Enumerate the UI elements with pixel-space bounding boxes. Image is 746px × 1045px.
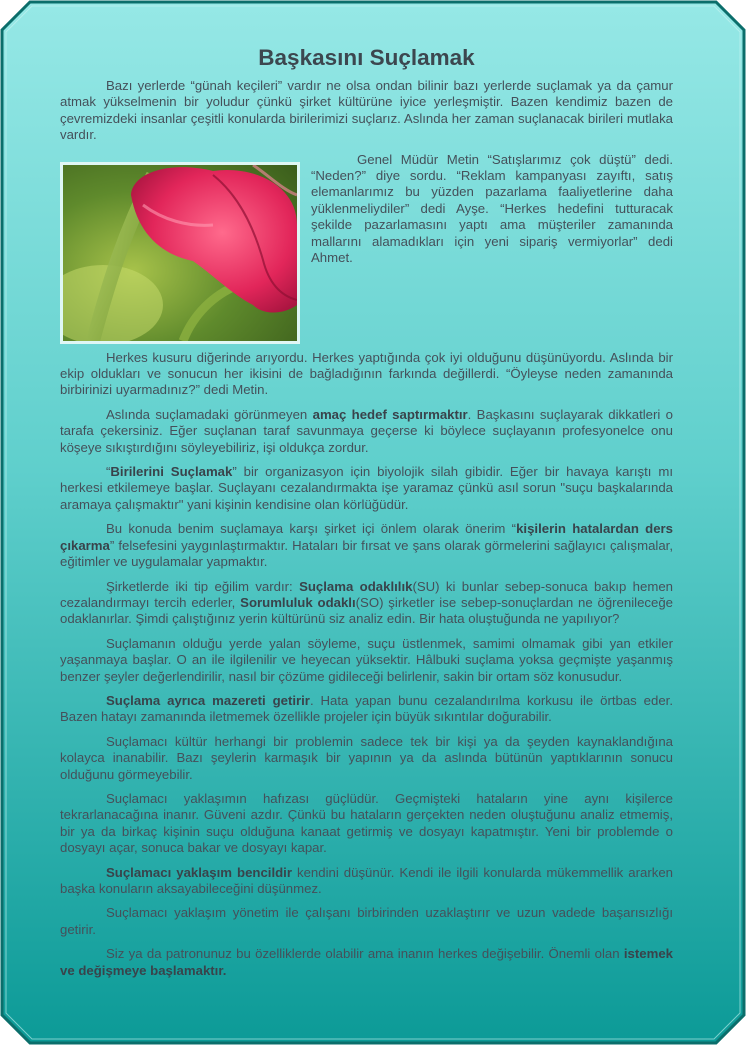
bold-phrase: kişilerin hatalardan ders çıkarma [60,521,673,553]
text-span: . Başkasını suçlayarak dikkatleri o tarafa çekersiniz. Eğer suçlanan taraf savunmaya geçerse ki böylece suçlayanın profesyonelce onu köşeye sıkıştırdığını söyleyebiliriz, işi oldukça zordur. [60,406,673,455]
pink-rose-icon [63,165,297,341]
article [60,44,673,987]
text-span: kendini düşünür. Kendi ile ilgili konularda mükemmellik ararken başka konuların aksayabileceğini düşünmez. [60,864,673,896]
bold-phrase: Suçlama ayrıca mazereti getirir [106,692,310,708]
bold-phrase: Sorumluluk odaklı [240,594,356,610]
text-span: (SO) şirketler ise sebep-sonuçlardan ne öğrenileceğe odaklanırlar. Şimdi çalıştığınız yerin kültürünü siz analiz edin. Bir hata oluştuğunda ne yapılıyor? [60,594,674,627]
paragraph-3: Herkes kusuru diğerinde arıyordu. Herkes yaptığında çok iyi olduğunu düşünüyordu. Aslında bir ekip oldukları ve sonucun her ikisini de bağladığının farkında değillerdi. “Öyleyse neden zamanında birbirinizi uyarmadınız?” dedi Metin. [60,349,673,398]
paragraph-1: Bazı yerlerde “günah keçileri” vardır ne olsa ondan bilinir bazı yerlerde suçlamak ya da çamur atmak yükselmenin bir yoludur çünkü şirket kültürüne iyice yerleşmiştir. Bazen kendimiz bazen de çevremizdeki insanlar çeşitli konularda birilerimizi suçlarız. Aslında her zaman suçlanacak birileri mutlaka vardır. [60,78,673,143]
bold-phrase: Birilerini Suçlamak [110,464,233,480]
text-span: “ [106,464,111,480]
text-span: Siz ya da patronunuz bu özelliklerde olabilir ama inanın herkes değişebilir. Önemli olan [106,946,624,962]
paragraph-5 [60,464,673,513]
text-span: ” felsefesini yaygınlaştırmaktır. Hataları bir fırsat ve şans olarak görmelerini sağlayıcı çalışmalar, eğitimler ve uygulamalar yapmaktır. [60,537,673,570]
bold-phrase: amaç hedef saptırmaktır [312,406,468,422]
text-span: . Hata yapan bunu cezalandırılma korkusu ile örtbas eder. Bazen hatayı zamanında iletmemek özellikle projeler için büyük sıkıntılar doğurabilir. [60,692,673,725]
bold-phrase: Suçlama odaklılık [299,578,413,594]
rose-photo [60,162,300,344]
paragraph-14 [60,946,673,979]
text-span: Şirketlerde iki tip eğilim vardır: [106,578,300,594]
page-title: Başkasını Suçlamak [258,45,475,70]
bold-phrase: istemek ve değişmeye başlamaktır. [60,946,673,978]
paragraph-2: Genel Müdür Metin “Satışlarımız çok düştü” dedi. “Neden?” diye sordu. “Reklam kampanyası zayıftı, satış elemanlarımız bu yüzden pazarlama faaliyetlerine daha yüklenmeliydiler” dedi Ayşe. “Herkes hedefini tutturacak şekilde pazarlamasını yaptı ama müşteriler zamanında mallarını alamadıkları için yeni sipariş vermiyorlar” dedi Ahmet. [311,151,673,266]
paragraph-6 [60,521,673,570]
paragraph-4 [60,407,673,456]
paragraph-11: Suçlamacı yaklaşımın hafızası güçlüdür. Geçmişteki hataların yine aynı kişilerce tekrarlanacağına inanır. Güveni azdır. Çünkü bu hataların gerçekten neden oluştuğunu analiz etmemiş, bir ya da birkaç kişinin suçu olduğuna kanaat getirmiş ve dosyayı kapatmıştır. Yeni bir problemde o dosyayı açar, sonuca bakar ve dosyayı kapar. [60,790,673,856]
paragraph-7 [60,579,673,628]
text-span: Aslında suçlamadaki görünmeyen [106,406,313,422]
bold-phrase: Suçlamacı yaklaşım bencildir [106,864,292,880]
text-span: Bu konuda benim suçlamaya karşı şirket içi önlem olarak önerim “ [106,521,517,537]
paragraph-12 [60,865,673,898]
paragraph-10: Suçlamacı kültür herhangi bir problemin sadece tek bir kişi ya da şeyden kaynaklandığına kolayca inanabilir. Bazı şeylerin karmaşık bir yapının ya da aslında bütünün yaptıklarının sonucu olduğunu görmeyebilir. [60,733,673,782]
paragraph-8: Suçlamanın olduğu yerde yalan söyleme, suçu üstlenmek, samimi olmamak gibi yan etkiler yaşanmaya başlar. O an ile ilgilenilir ve heyecan yüksektir. Hâlbuki suçlama yoksa geçmişte yaşanmış benzer şeyler değerlendirilir, nasıl bir çözüme gidileceği belirlenir, sakin bir ortam söz konusudur. [60,635,673,684]
paragraph-9 [60,693,673,726]
paragraph-13: Suçlamacı yaklaşım yönetim ile çalışanı birbirinden uzaklaştırır ve uzun vadede başarısızlığı getirir. [60,905,673,937]
text-span: (SU) ki bunlar sebep-sonuca bakıp hemen cezalandırmayı tercih ederler, [60,578,673,610]
text-span: ” bir organizasyon için biyolojik silah gibidir. Eğer bir havaya karıştı mı herkesi etkilemeye başlar. Suçlayanı cezalandırmakta işe yaramaz çünkü asıl sorun "suçu başkalarında aramaya çalışmaktır" yani kişinin kendisine olan körlüğüdür. [60,464,673,512]
